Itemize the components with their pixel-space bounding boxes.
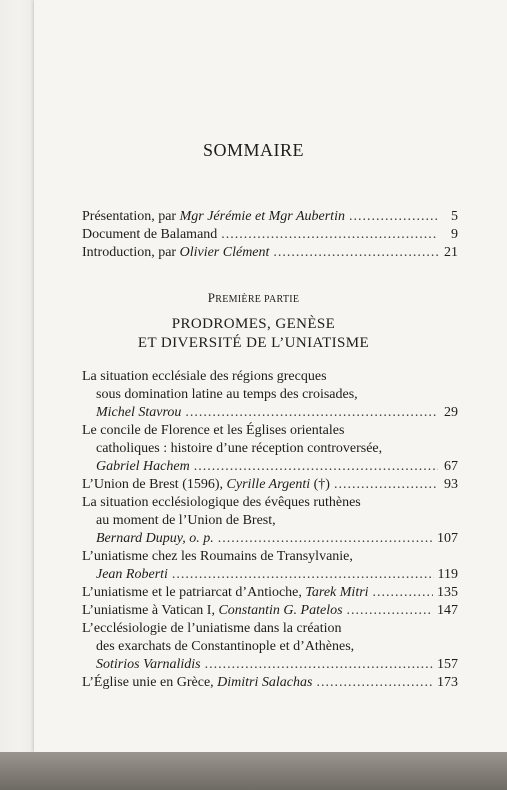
toc-page-number: 119 — [437, 567, 458, 582]
toc-entry-title: L’ecclésiologie de l’uniatisme dans la création — [82, 621, 342, 636]
toc-entry-title: L’Union de Brest (1596), — [82, 477, 227, 492]
background-surface — [0, 752, 507, 790]
toc-entry-stavrou — [96, 404, 458, 422]
toc-page-number: 107 — [437, 531, 458, 546]
toc-entry-presentation — [82, 208, 458, 226]
leader-dots — [273, 244, 438, 262]
leader-dots — [185, 404, 438, 422]
toc-entry-title: au moment de l’Union de Brest, — [96, 513, 276, 528]
toc-entry-author: Jean Roberti — [96, 567, 168, 582]
toc-entry-introduction — [82, 244, 458, 262]
leader-dots — [221, 226, 438, 244]
toc-entry-author: Gabriel Hachem — [96, 459, 190, 474]
leader-dots — [349, 208, 438, 226]
toc-page-number: 21 — [444, 245, 458, 260]
toc-entry-author: Cyrille Argenti — [226, 477, 311, 492]
part-label — [0, 290, 507, 306]
toc-entry-title: Le concile de Florence et les Églises orientales — [82, 423, 345, 438]
toc-entry-title: L’uniatisme chez les Roumains de Transylvanie, — [82, 549, 353, 564]
toc-entry-author: Tarek Mitri — [305, 585, 369, 600]
part-label-text: PREMIÈRE PARTIE — [207, 290, 300, 305]
leader-dots — [316, 674, 433, 692]
toc-entry-varnalidis — [96, 656, 458, 674]
leader-dots — [205, 656, 433, 674]
toc-entry-salachas — [82, 674, 458, 692]
toc-entry-author: Olivier Clément — [179, 245, 270, 260]
toc-entry-author: Bernard Dupuy, o. p. — [96, 531, 214, 546]
toc-page-number: 9 — [451, 227, 458, 242]
toc-entry-title: sous domination latine au temps des croisades, — [96, 387, 358, 402]
leader-dots — [172, 566, 434, 584]
toc-page-number: 147 — [437, 603, 458, 618]
toc-entry-author: Michel Stavrou — [96, 405, 182, 420]
toc-entry-label: Document de Balamand — [82, 227, 218, 242]
toc-entry-title: La situation ecclésiale des régions grecques — [82, 369, 327, 384]
toc-entry-title: L’uniatisme à Vatican I, — [82, 603, 219, 618]
toc-entry-title: La situation ecclésiologique des évêques ruthènes — [82, 495, 361, 510]
leader-dots — [347, 602, 433, 620]
part-title-line-2: ET DIVERSITÉ DE L’UNIATISME — [137, 335, 370, 351]
toc-page-number: 93 — [444, 477, 458, 492]
toc-entry-roberti — [96, 566, 458, 584]
toc-page-number: 67 — [444, 459, 458, 474]
leader-dots — [194, 458, 438, 476]
toc-entry-author: Dimitri Salachas — [217, 675, 313, 690]
toc-page-number: 157 — [437, 657, 458, 672]
leader-dots — [334, 476, 438, 494]
toc-entry-author: Sotirios Varnalidis — [96, 657, 201, 672]
toc-entry-label: Présentation, par — [82, 209, 180, 224]
page-title: SOMMAIRE — [202, 140, 304, 160]
toc-page-number: 135 — [437, 585, 458, 600]
toc-entry-title: L’Église unie en Grèce, — [82, 675, 218, 690]
toc-page-number: 29 — [444, 405, 458, 420]
leader-dots — [218, 530, 433, 548]
toc-page-number: 173 — [437, 675, 458, 690]
toc-entry-hachem — [96, 458, 458, 476]
toc-entry-mitri — [82, 584, 458, 602]
part-title-line-1: PRODROMES, GENÈSE — [171, 316, 336, 332]
toc-entry-argenti — [82, 476, 458, 494]
toc-entry-title: des exarchats de Constantinople et d’Athènes, — [96, 639, 355, 654]
toc-page-number: 5 — [451, 209, 458, 224]
toc-entry-title: catholiques : histoire d’une réception controversée, — [96, 441, 383, 456]
toc-entry-author-suffix: (†) — [310, 477, 330, 492]
toc-entry-label: Introduction, par — [82, 245, 180, 260]
toc-entry-author: Constantin G. Patelos — [218, 603, 343, 618]
toc-entry-author: Mgr Jérémie et Mgr Aubertin — [179, 209, 345, 224]
toc-entry-patelos — [82, 602, 458, 620]
toc-entry-title: L’uniatisme et le patriarcat d’Antioche, — [82, 585, 306, 600]
leader-dots — [373, 584, 433, 602]
toc-entry-balamand — [82, 226, 458, 244]
toc-entry-dupuy — [96, 530, 458, 548]
